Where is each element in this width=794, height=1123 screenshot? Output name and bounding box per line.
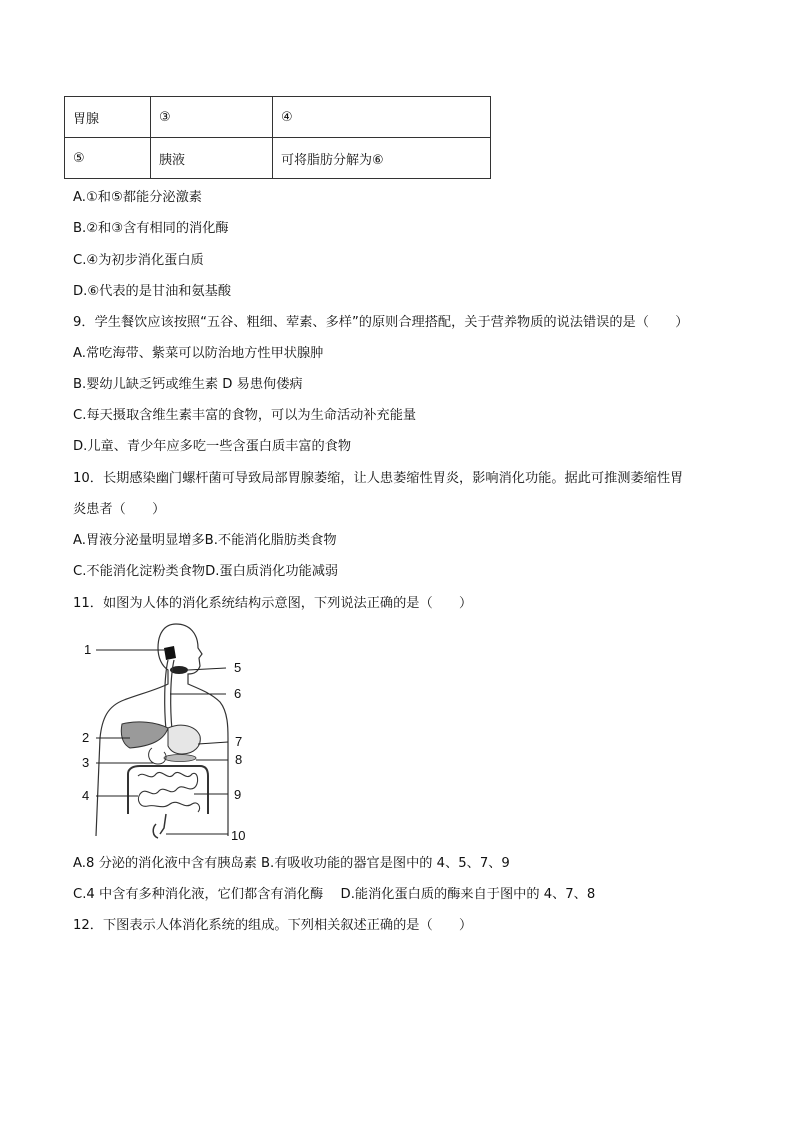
q10-stem-line1: 10．长期感染幽门螺杆菌可导致局部胃腺萎缩，让人患萎缩性胃炎，影响消化功能。据此可推测萎缩性胃 <box>73 471 684 486</box>
diagram-label-10: 10 <box>231 828 246 843</box>
q12-stem: 12．下图表示人体消化系统的组成。下列相关叙述正确的是（ ） <box>73 918 473 933</box>
table-cell: ③ <box>151 97 273 138</box>
q10-options-line2: C.不能消化淀粉类食物D.蛋白质消化功能减弱 <box>73 564 339 579</box>
q11-options-line1: A.8 分泌的消化液中含有胰岛素 B.有吸收功能的器官是图中的 4、5、7、9 <box>73 856 510 871</box>
diagram-label-9: 9 <box>234 787 242 802</box>
q8-option-a: A.①和⑤都能分泌激素 <box>73 190 202 205</box>
q10-options-line1: A.胃液分泌量明显增多B.不能消化脂肪类食物 <box>73 533 337 548</box>
diagram-label-3: 3 <box>82 755 90 770</box>
liver <box>121 722 168 748</box>
table-cell: 胰液 <box>151 138 273 179</box>
large-intestine <box>128 766 208 814</box>
q11-stem: 11．如图为人体的消化系统结构示意图，下列说法正确的是（ ） <box>73 596 473 611</box>
q8-option-b: B.②和③含有相同的消化酶 <box>73 221 229 236</box>
diagram-label-8: 8 <box>235 752 243 767</box>
table-row <box>65 138 491 179</box>
diagram-label-5: 5 <box>234 660 242 675</box>
q10-stem-line2: 炎患者（ ） <box>73 502 166 517</box>
q11-options-line2: C.4 中含有多种消化液，它们都含有消化酶 D.能消化蛋白质的酶来自于图中的 4、7、8 <box>73 887 596 902</box>
table-cell: 胃腺 <box>65 97 151 138</box>
esophagus <box>165 660 174 730</box>
small-intestine <box>138 772 200 812</box>
duodenum <box>149 748 166 764</box>
diagram-label-2: 2 <box>82 730 90 745</box>
diagram-label-7: 7 <box>235 734 243 749</box>
q9-option-d: D.儿童、青少年应多吃一些含蛋白质丰富的食物 <box>73 439 352 454</box>
q9-option-c: C.每天摄取含维生素丰富的食物，可以为生命活动补充能量 <box>73 408 417 423</box>
table-cell: ⑤ <box>65 138 151 179</box>
table-cell: ④ <box>273 97 491 138</box>
q8-option-c: C.④为初步消化蛋白质 <box>73 253 204 268</box>
q9-option-b: B.婴幼儿缺乏钙或维生素 D 易患佝偻病 <box>73 377 303 392</box>
stomach <box>168 725 200 754</box>
rectum <box>153 814 166 838</box>
q9-stem: 9．学生餐饮应该按照“五谷、粗细、荤素、多样”的原则合理搭配，关于营养物质的说法错误的是（ ） <box>73 315 689 330</box>
table-cell: 可将脂肪分解为⑥ <box>273 138 491 179</box>
oral-cavity <box>164 646 176 660</box>
q9-option-a: A.常吃海带、紫菜可以防治地方性甲状腺肿 <box>73 346 324 361</box>
digestive-system-diagram <box>78 618 258 844</box>
diagram-label-4: 4 <box>82 788 90 803</box>
table-row <box>65 97 491 138</box>
q8-option-d: D.⑥代表的是甘油和氨基酸 <box>73 284 232 299</box>
diagram-label-6: 6 <box>234 686 242 701</box>
digestion-table <box>64 96 491 179</box>
diagram-label-1: 1 <box>84 642 92 657</box>
pancreas <box>164 755 196 762</box>
